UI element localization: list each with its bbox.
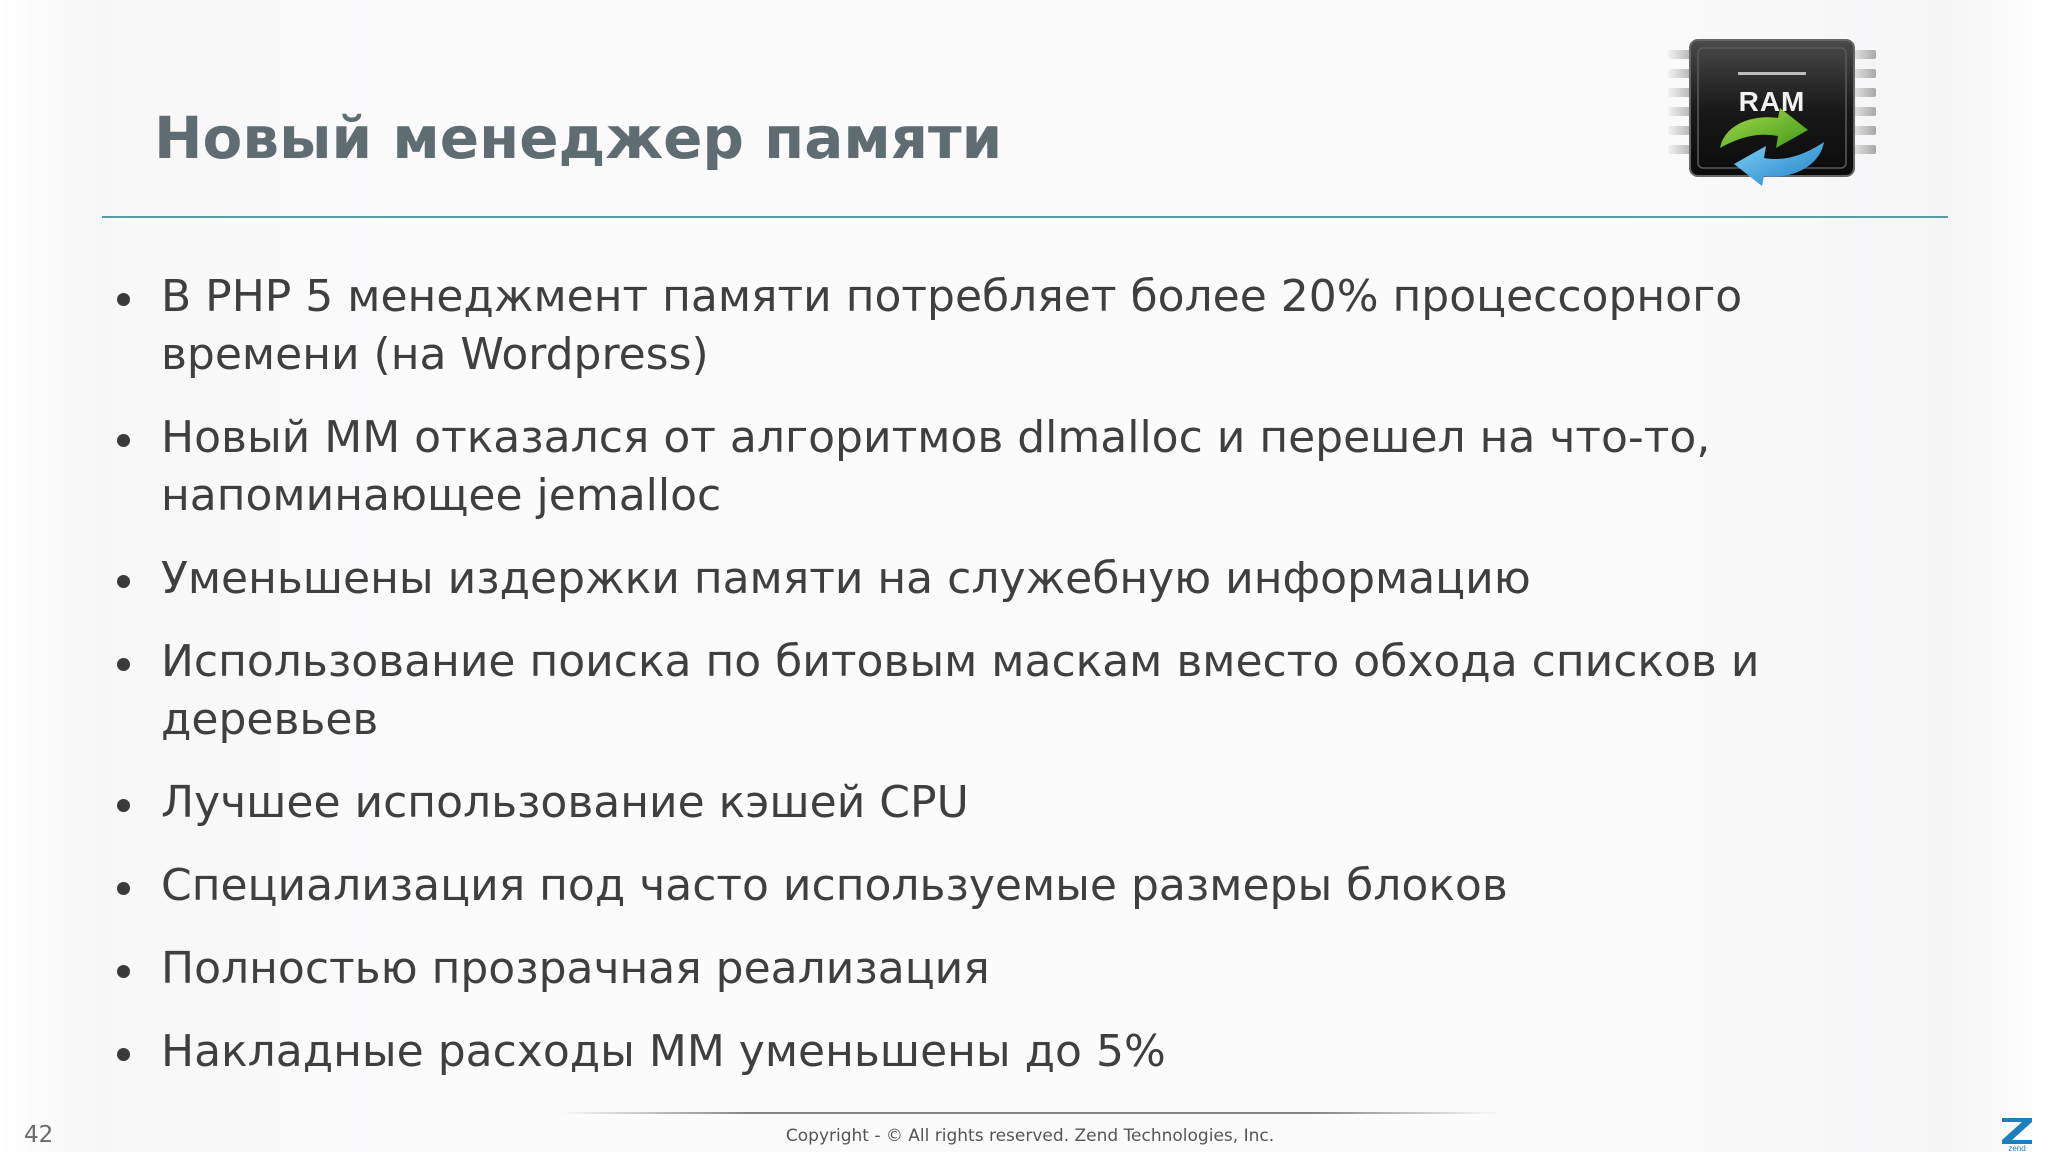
bullet-text: Лучшее использование кэшей CPU xyxy=(161,777,969,828)
bullet-dot-icon xyxy=(117,882,130,895)
page-number: 42 xyxy=(24,1122,54,1148)
bullet-text: Специализация под часто используемые размеры блоков xyxy=(161,860,1508,911)
bullet-dot-icon xyxy=(117,799,130,812)
bullet-dot-icon xyxy=(117,293,130,306)
zend-logo-icon xyxy=(2000,1116,2034,1152)
copyright-text: Copyright - © All rights reserved. Zend Technologies, Inc. xyxy=(785,1126,1275,1146)
list-item xyxy=(112,857,1942,915)
list-item xyxy=(112,940,1942,998)
title-divider xyxy=(102,216,1948,218)
bullet-text: Использование поиска по битовым маскам вместо обхода списков и деревьев xyxy=(161,636,1760,745)
list-item xyxy=(112,409,1942,525)
footer-divider xyxy=(560,1112,1500,1114)
bullet-text: В PHP 5 менеджмент памяти потребляет более 20% процессорного времени (на Wordpress) xyxy=(161,271,1743,380)
list-item xyxy=(112,633,1942,749)
bullet-text: Новый MM отказался от алгоритмов dlmalloc и перешел на что-то, напоминающее jemalloc xyxy=(161,412,1711,521)
bullet-text: Полностью прозрачная реализация xyxy=(161,943,990,994)
bullet-dot-icon xyxy=(117,575,130,588)
bullet-list xyxy=(112,268,1942,1106)
list-item xyxy=(112,774,1942,832)
bullet-text: Накладные расходы MM уменьшены до 5% xyxy=(161,1026,1166,1077)
bullet-dot-icon xyxy=(117,1048,130,1061)
list-item xyxy=(112,268,1942,384)
bullet-text: Уменьшены издержки памяти на служебную информацию xyxy=(161,553,1531,604)
bullet-dot-icon xyxy=(117,658,130,671)
logo-text: zend xyxy=(2008,1144,2026,1152)
list-item xyxy=(112,550,1942,608)
bullet-dot-icon xyxy=(117,965,130,978)
ram-icon-label: RAM xyxy=(1738,86,1806,117)
list-item xyxy=(112,1023,1942,1081)
bullet-dot-icon xyxy=(117,434,130,447)
slide-title: Новый менеджер памяти xyxy=(154,104,1003,172)
ram-chip-icon xyxy=(1668,38,1876,198)
